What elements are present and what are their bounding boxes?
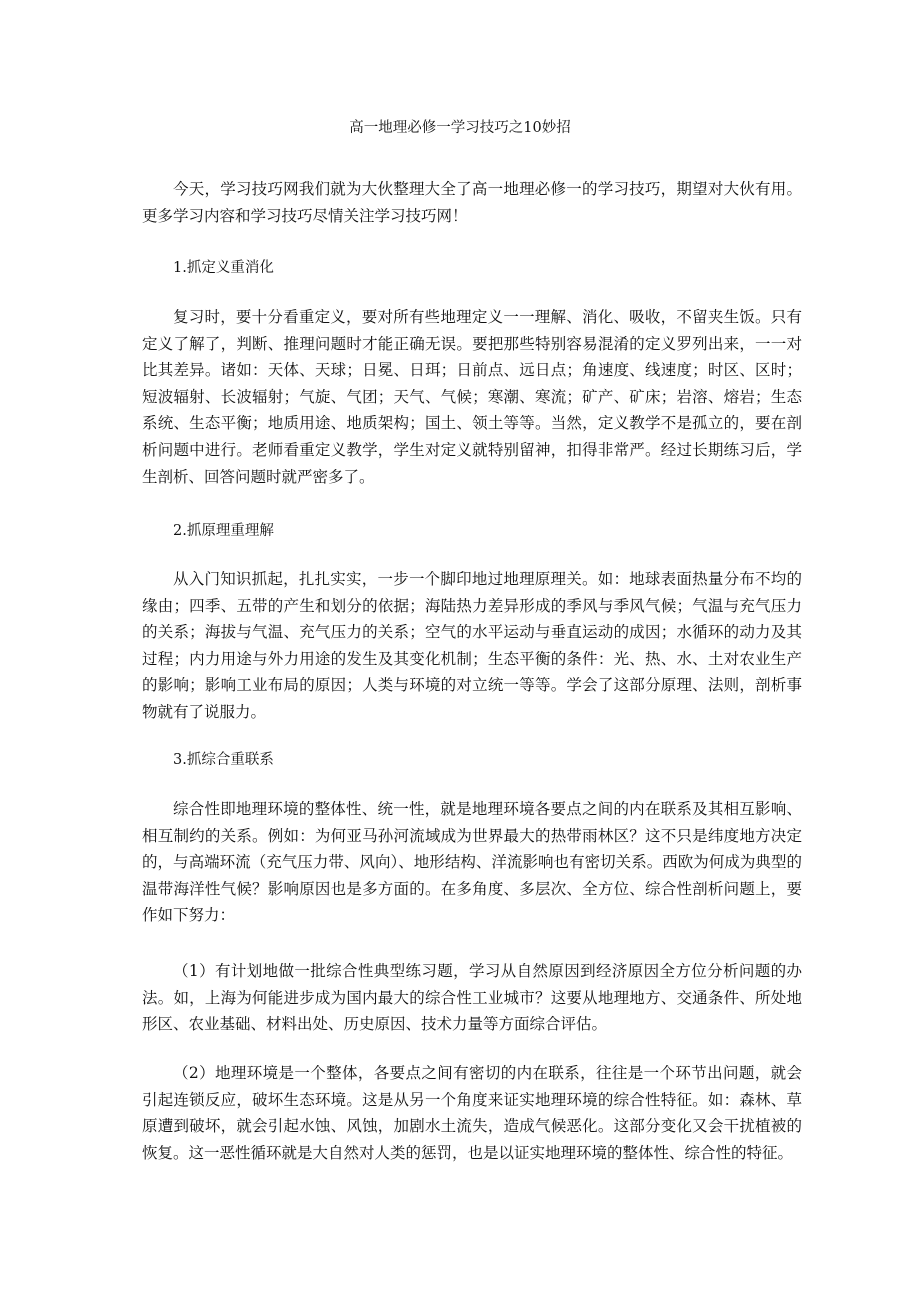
section-body-2: 从入门知识抓起，扎扎实实，一步一个脚印地过地理原理关。如：地球表面热量分布不均的缘由；四季、五带的产生和划分的依据；海陆热力差异形成的季风与季风气候；气温与充气压力的关系；海拔与气温、充气压力的关系；空气的水平运动与垂直运动的成因；水循环的动力及其过程；内力用途与外力用途的发生及其变化机制；生态平衡的条件：光、热、水、土对农业生产的影响；影响工业布局的原因；人类与环境的对立统一等等。学会了这部分原理、法则，剖析事物就有了说服力。 xyxy=(142,570,802,721)
section-3-list-item-2: （2）地理环境是一个整体，各要点之间有密切的内在联系，往往是一个环节出问题，就会引起连锁反应，破坏生态环境。这是从另一个角度来证实地理环境的综合性特征。如：森林、草原遭到破坏，就会引起水蚀、风蚀，加剧水土流失，造成气候恶化。这部分变化又会干扰植被的恢复。这一恶性循环就是大自然对人类的惩罚，也是以证实地理环境的整体性、综合性的特征。 xyxy=(142,1064,802,1162)
section-body-1: 复习时，要十分看重定义，要对所有些地理定义一一理解、消化、吸收，不留夹生饭。只有定义了解了，判断、推理问题时才能正确无误。要把那些特别容易混淆的定义罗列出来，一一对比其差异。诸如：天体、天球；日冕、日珥；日前点、远日点；角速度、线速度；时区、区时；短波辐射、长波辐射；气旋、气团；天气、气候；寒潮、寒流；矿产、矿床；岩溶、熔岩；生态系统、生态平衡；地质用途、地质架构；国土、领土等等。当然，定义教学不是孤立的，要在剖析问题中进行。老师看重定义教学，学生对定义就特别留神，扣得非常严。经过长期练习后，学生剖析、回答问题时就严密多了。 xyxy=(142,308,802,486)
section-heading-2: 2.抓原理重理解 xyxy=(173,523,274,539)
document-title: 高一地理必修一学习技巧之10妙招 xyxy=(349,120,571,136)
section-heading-1: 1.抓定义重消化 xyxy=(173,260,274,276)
section-body-3: 综合性即地理环境的整体性、统一性，就是地理环境各要点之间的内在联系及其相互影响、相互制约的关系。例如：为何亚马孙河流域成为世界最大的热带雨林区？这不只是纬度地方决定的，与高端环流（充气压力带、风向）、地形结构、洋流影响也有密切关系。西欧为何成为典型的温带海洋性气候？影响原因也是多方面的。在多角度、多层次、全方位、综合性剖析问题上，要作如下努力： xyxy=(142,800,802,925)
intro-paragraph: 今天，学习技巧网我们就为大伙整理大全了高一地理必修一的学习技巧，期望对大伙有用。更多学习内容和学习技巧尽情关注学习技巧网！ xyxy=(142,180,802,225)
section-3-list-item-1: （1）有计划地做一批综合性典型练习题，学习从自然原因到经济原因全方位分析问题的办法。如，上海为何能进步成为国内最大的综合性工业城市？这要从地理地方、交通条件、所处地形区、农业基础、材料出处、历史原因、技术力量等方面综合评估。 xyxy=(142,962,802,1034)
section-heading-3: 3.抓综合重联系 xyxy=(173,752,274,768)
